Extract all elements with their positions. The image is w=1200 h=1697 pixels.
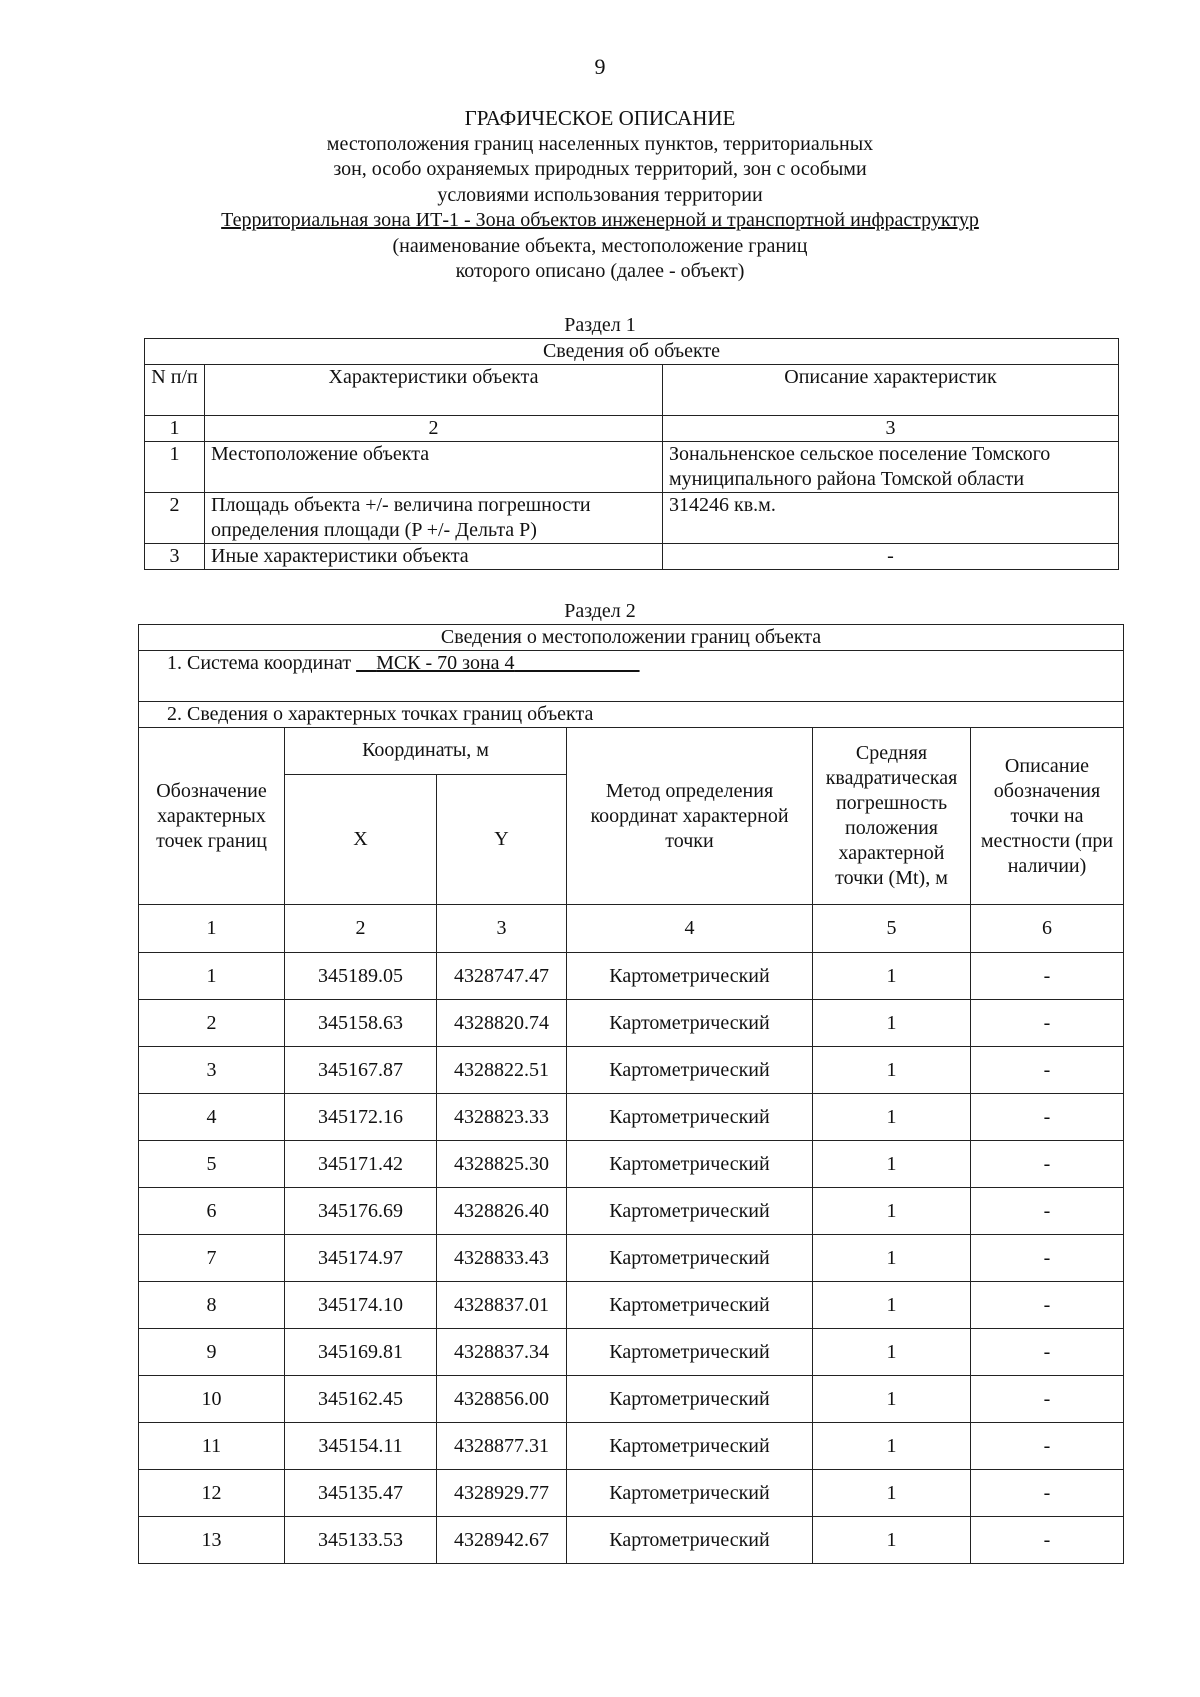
- point-description: -: [971, 1000, 1124, 1047]
- column-header: Описание обозначения точки на местности (при наличии): [971, 728, 1124, 905]
- coordinate-system-value: МСК - 70 зона 4: [376, 652, 515, 674]
- point-x: 345133.53: [285, 1517, 437, 1564]
- document-subtitle-line: местоположения границ населенных пунктов, территориальных: [326, 132, 874, 155]
- point-description: -: [971, 1329, 1124, 1376]
- point-id: 5: [139, 1141, 285, 1188]
- point-x: 345174.97: [285, 1235, 437, 1282]
- coordinate-system: [139, 651, 1124, 702]
- table-row: [145, 544, 1119, 570]
- point-y: 4328877.31: [437, 1423, 567, 1470]
- point-y: 4328833.43: [437, 1235, 567, 1282]
- document-subtitle-line: зон, особо охраняемых природных территорий, зон с особыми: [333, 158, 867, 180]
- point-id: 4: [139, 1094, 285, 1141]
- characteristic-description: -: [663, 544, 1119, 570]
- row-number: 3: [145, 544, 205, 570]
- point-id: 13: [139, 1517, 285, 1564]
- characteristic-description: 314246 кв.м.: [663, 493, 1119, 544]
- point-description: -: [971, 953, 1124, 1000]
- table-row: [145, 442, 1119, 493]
- column-header: Характеристики объекта: [205, 365, 663, 416]
- point-method: Картометрический: [567, 1000, 813, 1047]
- point-x: 345162.45: [285, 1376, 437, 1423]
- table-row: [139, 1235, 1124, 1282]
- point-id: 6: [139, 1188, 285, 1235]
- point-error: 1: [813, 1423, 971, 1470]
- point-y: 4328942.67: [437, 1517, 567, 1564]
- point-method: Картометрический: [567, 1047, 813, 1094]
- point-y: 4328825.30: [437, 1141, 567, 1188]
- point-x: 345154.11: [285, 1423, 437, 1470]
- characteristic: Иные характеристики объекта: [205, 544, 663, 570]
- table-row: [139, 1517, 1124, 1564]
- column-header: Средняя квадратическая погрешность положения характерной точки (Mt), м: [813, 728, 971, 905]
- row-number: 1: [145, 442, 205, 493]
- point-description: -: [971, 1235, 1124, 1282]
- point-x: 345189.05: [285, 953, 437, 1000]
- point-y: 4328820.74: [437, 1000, 567, 1047]
- column-header: N п/п: [145, 365, 205, 416]
- table-row: [139, 1094, 1124, 1141]
- column-header: Обозначение характерных точек границ: [139, 728, 285, 905]
- point-description: -: [971, 1188, 1124, 1235]
- column-number: 2: [205, 416, 663, 442]
- point-method: Картометрический: [567, 1188, 813, 1235]
- point-y: 4328856.00: [437, 1376, 567, 1423]
- page-number: 9: [594, 54, 606, 79]
- section1-label: Раздел 1: [564, 314, 636, 336]
- point-x: 345135.47: [285, 1470, 437, 1517]
- point-error: 1: [813, 1000, 971, 1047]
- column-header: Координаты, м: [285, 728, 567, 775]
- point-method: Картометрический: [567, 1282, 813, 1329]
- document-header: [0, 106, 1200, 285]
- point-description: -: [971, 1282, 1124, 1329]
- point-method: Картометрический: [567, 1423, 813, 1470]
- point-error: 1: [813, 1141, 971, 1188]
- point-y: 4328837.34: [437, 1329, 567, 1376]
- table-title: Сведения об объекте: [145, 339, 1119, 365]
- column-header: Описание характеристик: [663, 365, 1119, 416]
- point-error: 1: [813, 1094, 971, 1141]
- table-row: [139, 1188, 1124, 1235]
- table-row: [139, 1329, 1124, 1376]
- point-description: -: [971, 1094, 1124, 1141]
- column-number: 1: [145, 416, 205, 442]
- boundary-points-table: [138, 624, 1124, 1564]
- table-row: [139, 953, 1124, 1000]
- point-x: 345158.63: [285, 1000, 437, 1047]
- point-id: 12: [139, 1470, 285, 1517]
- points-heading: 2. Сведения о характерных точках границ объекта: [139, 702, 1124, 728]
- column-number: 5: [813, 905, 971, 953]
- document-subtitle-line: условиями использования территории: [437, 183, 763, 206]
- points-table-body: [139, 953, 1124, 1564]
- characteristic: Площадь объекта +/- величина погрешности определения площади (P +/- Дельта P): [205, 493, 663, 544]
- point-description: -: [971, 1376, 1124, 1423]
- column-number: 1: [139, 905, 285, 953]
- column-header: X: [285, 775, 437, 905]
- point-description: -: [971, 1141, 1124, 1188]
- point-description: -: [971, 1470, 1124, 1517]
- point-y: 4328826.40: [437, 1188, 567, 1235]
- point-id: 2: [139, 1000, 285, 1047]
- column-header: Метод определения координат характерной точки: [567, 728, 813, 905]
- point-id: 9: [139, 1329, 285, 1376]
- point-x: 345167.87: [285, 1047, 437, 1094]
- object-info-table: [144, 338, 1119, 570]
- point-error: 1: [813, 1282, 971, 1329]
- table-row: [139, 1141, 1124, 1188]
- column-number: 3: [663, 416, 1119, 442]
- object-name: Территориальная зона ИТ-1 - Зона объектов инженерной и транспортной инфраструктур: [221, 209, 979, 231]
- point-id: 3: [139, 1047, 285, 1094]
- table-title: Сведения о местоположении границ объекта: [139, 625, 1124, 651]
- table-row: [139, 1376, 1124, 1423]
- point-method: Картометрический: [567, 1329, 813, 1376]
- point-y: 4328747.47: [437, 953, 567, 1000]
- point-method: Картометрический: [567, 1376, 813, 1423]
- point-error: 1: [813, 1470, 971, 1517]
- row-number: 2: [145, 493, 205, 544]
- point-method: Картометрический: [567, 1235, 813, 1282]
- object-caption-line: (наименование объекта, местоположение границ: [392, 234, 808, 257]
- document-title: ГРАФИЧЕСКОЕ ОПИСАНИЕ: [464, 106, 736, 130]
- point-method: Картометрический: [567, 1517, 813, 1564]
- point-id: 1: [139, 953, 285, 1000]
- point-method: Картометрический: [567, 953, 813, 1000]
- point-y: 4328823.33: [437, 1094, 567, 1141]
- table-row: [139, 1000, 1124, 1047]
- point-error: 1: [813, 1517, 971, 1564]
- point-method: Картометрический: [567, 1094, 813, 1141]
- point-error: 1: [813, 1235, 971, 1282]
- point-error: 1: [813, 1376, 971, 1423]
- point-description: -: [971, 1047, 1124, 1094]
- point-error: 1: [813, 1047, 971, 1094]
- point-x: 345169.81: [285, 1329, 437, 1376]
- point-y: 4328837.01: [437, 1282, 567, 1329]
- point-method: Картометрический: [567, 1141, 813, 1188]
- point-y: 4328929.77: [437, 1470, 567, 1517]
- point-id: 7: [139, 1235, 285, 1282]
- column-number: 3: [437, 905, 567, 953]
- point-description: -: [971, 1517, 1124, 1564]
- column-header: Y: [437, 775, 567, 905]
- column-number: 4: [567, 905, 813, 953]
- table-row: [139, 1470, 1124, 1517]
- point-id: 10: [139, 1376, 285, 1423]
- point-method: Картометрический: [567, 1470, 813, 1517]
- point-x: 345171.42: [285, 1141, 437, 1188]
- section2-label: Раздел 2: [564, 600, 636, 622]
- object-caption-line: которого описано (далее - объект): [455, 260, 745, 282]
- table-row: [139, 1282, 1124, 1329]
- column-number: 2: [285, 905, 437, 953]
- coordinate-system-label: 1. Система координат: [167, 652, 352, 674]
- point-id: 11: [139, 1423, 285, 1470]
- characteristic-description: Зональненское сельское поселение Томского муниципального района Томской области: [663, 442, 1119, 493]
- point-description: -: [971, 1423, 1124, 1470]
- point-y: 4328822.51: [437, 1047, 567, 1094]
- table-row: [145, 493, 1119, 544]
- point-error: 1: [813, 953, 971, 1000]
- characteristic: Местоположение объекта: [205, 442, 663, 493]
- point-id: 8: [139, 1282, 285, 1329]
- column-number: 6: [971, 905, 1124, 953]
- table-row: [139, 1047, 1124, 1094]
- point-x: 345174.10: [285, 1282, 437, 1329]
- point-error: 1: [813, 1188, 971, 1235]
- point-x: 345176.69: [285, 1188, 437, 1235]
- table-row: [139, 1423, 1124, 1470]
- point-x: 345172.16: [285, 1094, 437, 1141]
- point-error: 1: [813, 1329, 971, 1376]
